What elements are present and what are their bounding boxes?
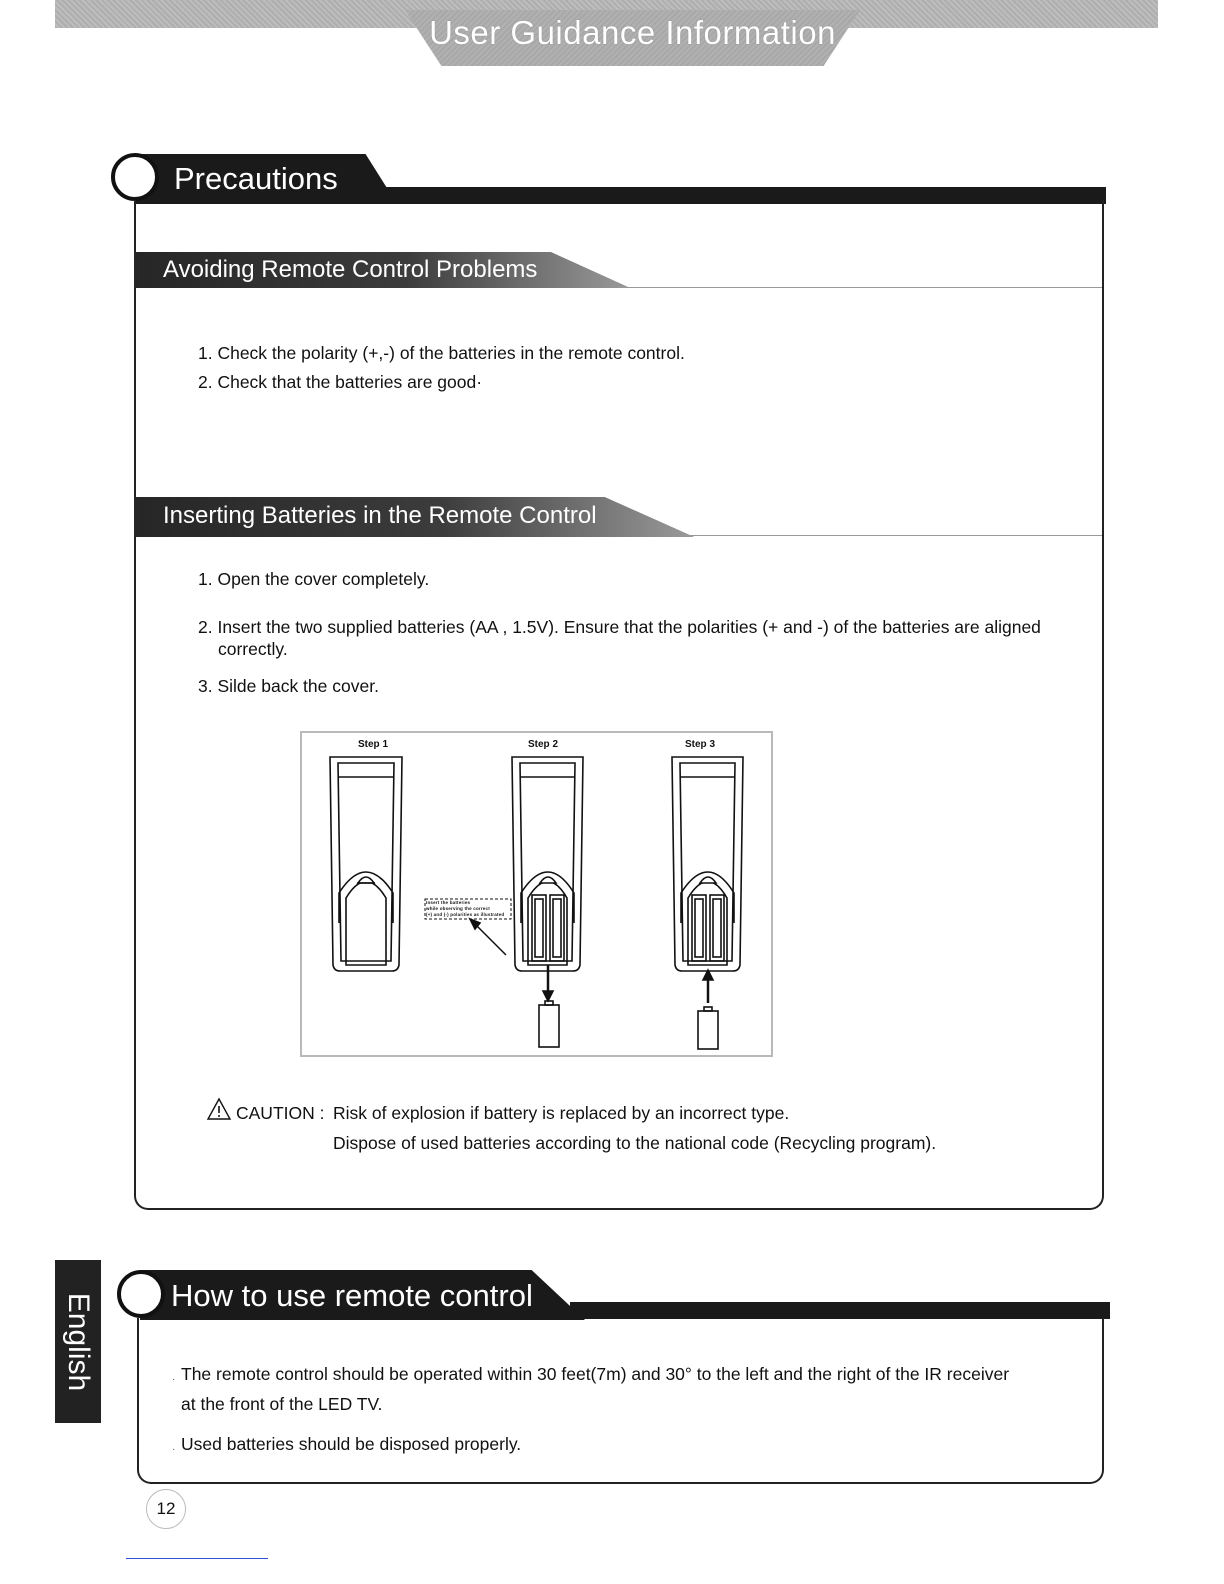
caution-label: CAUTION : [236, 1103, 325, 1123]
bullet-dot-1: · [172, 1374, 176, 1385]
remote-step-1 [330, 757, 402, 971]
inserting-item-2-cont: correctly. [218, 639, 288, 659]
remote-use-header-bar [570, 1302, 1110, 1319]
remote-use-box-left [137, 1318, 139, 1468]
remote-step-2 [512, 757, 583, 1047]
precautions-box-right [1102, 200, 1104, 1195]
inserting-item-3: 3. Silde back the cover. [198, 676, 379, 696]
inserting-item-2: 2. Insert the two supplied batteries (AA , 1.5V). Ensure that the polarities (+ and -) of the batteries are aligned [198, 617, 1041, 637]
inserting-title: Inserting Batteries in the Remote Control [163, 502, 597, 529]
step-2-label: Step 2 [528, 739, 559, 750]
remote-use-header-circle [117, 1270, 165, 1318]
remote-drawings [302, 733, 771, 1055]
bullet-dot-2: · [172, 1444, 176, 1455]
precautions-box-left [134, 200, 136, 1195]
remote-use-box-bottom [137, 1462, 1104, 1484]
inserting-item-1: 1. Open the cover completely. [198, 569, 430, 589]
remote-step-3 [672, 757, 743, 1049]
battery-insertion-illustration [300, 731, 773, 1057]
caution-line-2: Dispose of used batteries according to the national code (Recycling program). [333, 1133, 937, 1153]
remote-use-box-right [1102, 1318, 1104, 1468]
precautions-header-bar [380, 187, 1106, 204]
avoiding-title: Avoiding Remote Control Problems [163, 256, 538, 283]
remote-use-bullet-1-cont: at the front of the LED TV. [181, 1394, 383, 1414]
precautions-title: Precautions [174, 161, 338, 196]
language-side-label-wrap [55, 1260, 101, 1423]
page-header-title: User Guidance Information [429, 14, 836, 51]
battery-note-line-2: while observing the correct [426, 906, 490, 911]
avoiding-item-2: 2. Check that the batteries are good· [198, 372, 483, 392]
avoiding-header-rule [620, 287, 1102, 288]
inserting-header-rule [684, 535, 1102, 536]
battery-note-line-3: (+) and (-) polarities as illustrated [426, 912, 505, 917]
precautions-box-bottom [134, 1190, 1104, 1210]
battery-note-line-1: Insert the batteries [426, 900, 471, 905]
warning-triangle-icon [206, 1097, 232, 1121]
remote-use-bullet-1: The remote control should be operated within 30 feet(7m) and 30° to the left and the right of the IR receiver [181, 1364, 1010, 1384]
language-side-label: English [62, 1292, 95, 1391]
caution-line-1: Risk of explosion if battery is replaced by an incorrect type. [333, 1103, 790, 1123]
step-1-label: Step 1 [358, 739, 389, 750]
bottom-rule [126, 1558, 268, 1559]
page-number: 12 [146, 1489, 186, 1529]
precautions-header-circle [111, 153, 159, 201]
remote-use-title: How to use remote control [171, 1278, 533, 1313]
step-3-label: Step 3 [685, 739, 716, 750]
remote-use-bullet-2: Used batteries should be disposed properly. [181, 1434, 522, 1454]
battery-note [426, 900, 512, 918]
avoiding-item-1: 1. Check the polarity (+,-) of the batteries in the remote control. [198, 343, 685, 363]
